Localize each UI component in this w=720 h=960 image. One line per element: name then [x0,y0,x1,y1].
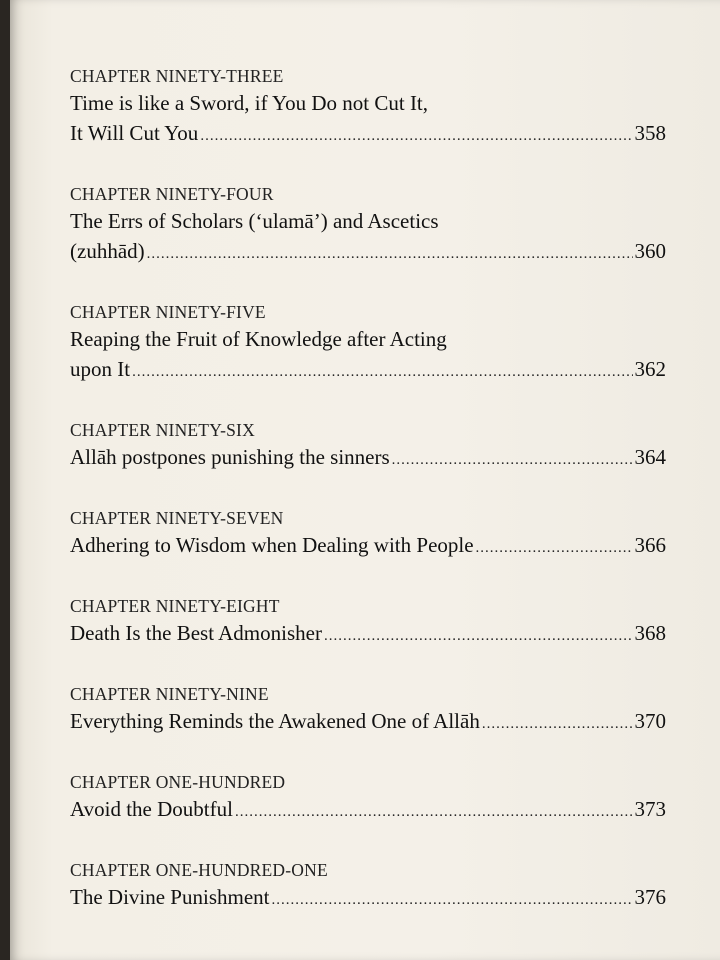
page-number: 364 [634,445,666,469]
dot-leader [132,357,632,387]
page-number: 370 [634,709,666,733]
table-of-contents [70,64,666,946]
chapter-heading: CHAPTER NINETY-SIX [70,420,255,440]
chapter-title-leader [70,882,666,915]
chapter-title-leader [70,118,666,151]
page-number: 368 [634,621,666,645]
toc-entry-93 [70,64,666,151]
chapter-heading: CHAPTER NINETY-EIGHT [70,596,280,616]
chapter-title-end: It Will Cut You [70,121,199,145]
toc-entry-99 [70,682,666,739]
chapter-title-end: Death Is the Best Admonisher [70,621,322,645]
chapter-title-leader [70,794,666,827]
chapter-heading: CHAPTER ONE-HUNDRED-ONE [70,860,328,880]
chapter-title-leader [70,618,666,651]
page-number: 362 [634,357,666,381]
chapter-title-end: Avoid the Doubtful [70,797,233,821]
chapter-title-end: (zuhhād) [70,239,145,263]
dot-leader [147,239,633,269]
toc-entry-95 [70,300,666,387]
toc-entry-97 [70,506,666,563]
dot-leader [235,797,633,827]
chapter-title-end: Allāh postpones punishing the sinners [70,445,390,469]
chapter-heading: CHAPTER NINETY-FIVE [70,302,266,322]
toc-entry-98 [70,594,666,651]
chapter-title-end: Adhering to Wisdom when Dealing with People [70,533,474,557]
chapter-heading: CHAPTER NINETY-THREE [70,66,284,86]
chapter-title-line: Time is like a Sword, if You Do not Cut It, [70,91,429,115]
chapter-title-leader [70,236,666,269]
page-number: 358 [634,121,666,145]
toc-entry-101 [70,858,666,915]
page-number: 366 [634,533,666,557]
dot-leader [271,885,632,915]
chapter-title-leader [70,354,666,387]
chapter-title-end: Everything Reminds the Awakened One of Allāh [70,709,480,733]
chapter-title-line: Reaping the Fruit of Knowledge after Acting [70,327,447,351]
dot-leader [200,121,632,151]
chapter-title-end: The Divine Punishment [70,885,270,909]
chapter-heading: CHAPTER NINETY-FOUR [70,184,274,204]
toc-entry-94 [70,182,666,269]
chapter-title-end: upon It [70,357,131,381]
dot-leader [476,533,633,563]
page-number: 373 [634,797,666,821]
chapter-title-line: The Errs of Scholars (‘ulamā’) and Ascetics [70,209,439,233]
page-number: 376 [634,885,666,909]
toc-entry-96 [70,418,666,475]
chapter-heading: CHAPTER NINETY-SEVEN [70,508,284,528]
dot-leader [392,445,633,475]
chapter-title-leader [70,442,666,475]
toc-entry-100 [70,770,666,827]
dot-leader [482,709,633,739]
chapter-heading: CHAPTER ONE-HUNDRED [70,772,286,792]
page-number: 360 [634,239,666,263]
chapter-title-leader [70,530,666,563]
chapter-heading: CHAPTER NINETY-NINE [70,684,269,704]
chapter-title-leader [70,706,666,739]
dot-leader [324,621,633,651]
book-page [10,0,720,960]
